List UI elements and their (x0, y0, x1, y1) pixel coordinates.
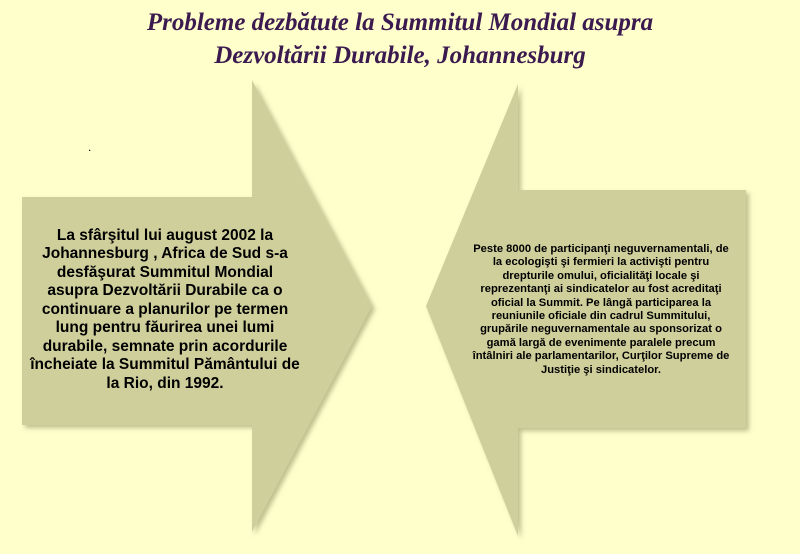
left-arrow-paragraph: La sfârşitul lui august 2002 la Johannesburg , Africa de Sud s-a desfăşurat Summitul Mondial asupra Dezvoltării Durabile ca o continuare a planurilor pe termen lung pentru făurirea unei lumi durabile, semnate prin acordurile încheiate la Summitul Pământului de la Rio, din 1992. (30, 226, 300, 392)
bullet-marker: . (88, 140, 92, 154)
right-arrow-text (470, 206, 732, 414)
right-arrow-paragraph: Peste 8000 de participanţi neguvernamentali, de la ecologişti şi fermieri la activişti pentru drepturile omului, oficialităţi locale şi reprezentanţi ai sindicatelor au fost acreditaţi oficial la Summit. Pe lângă participarea la reuniunile oficiale din cadrul Summitului, grupările neguvernamentale au sponsorizat o gamă largă de evenimente paralele precum întâlniri ale parlamentarilor, Curţilor Supreme de Justiţie şi sindicatelor. (472, 242, 730, 376)
left-arrow-text (30, 196, 300, 424)
title-line-2: Dezvoltării Durabile, Johannesburg (214, 42, 586, 69)
title-line-1: Probleme dezbătute la Summitul Mondial asupra (146, 9, 654, 36)
